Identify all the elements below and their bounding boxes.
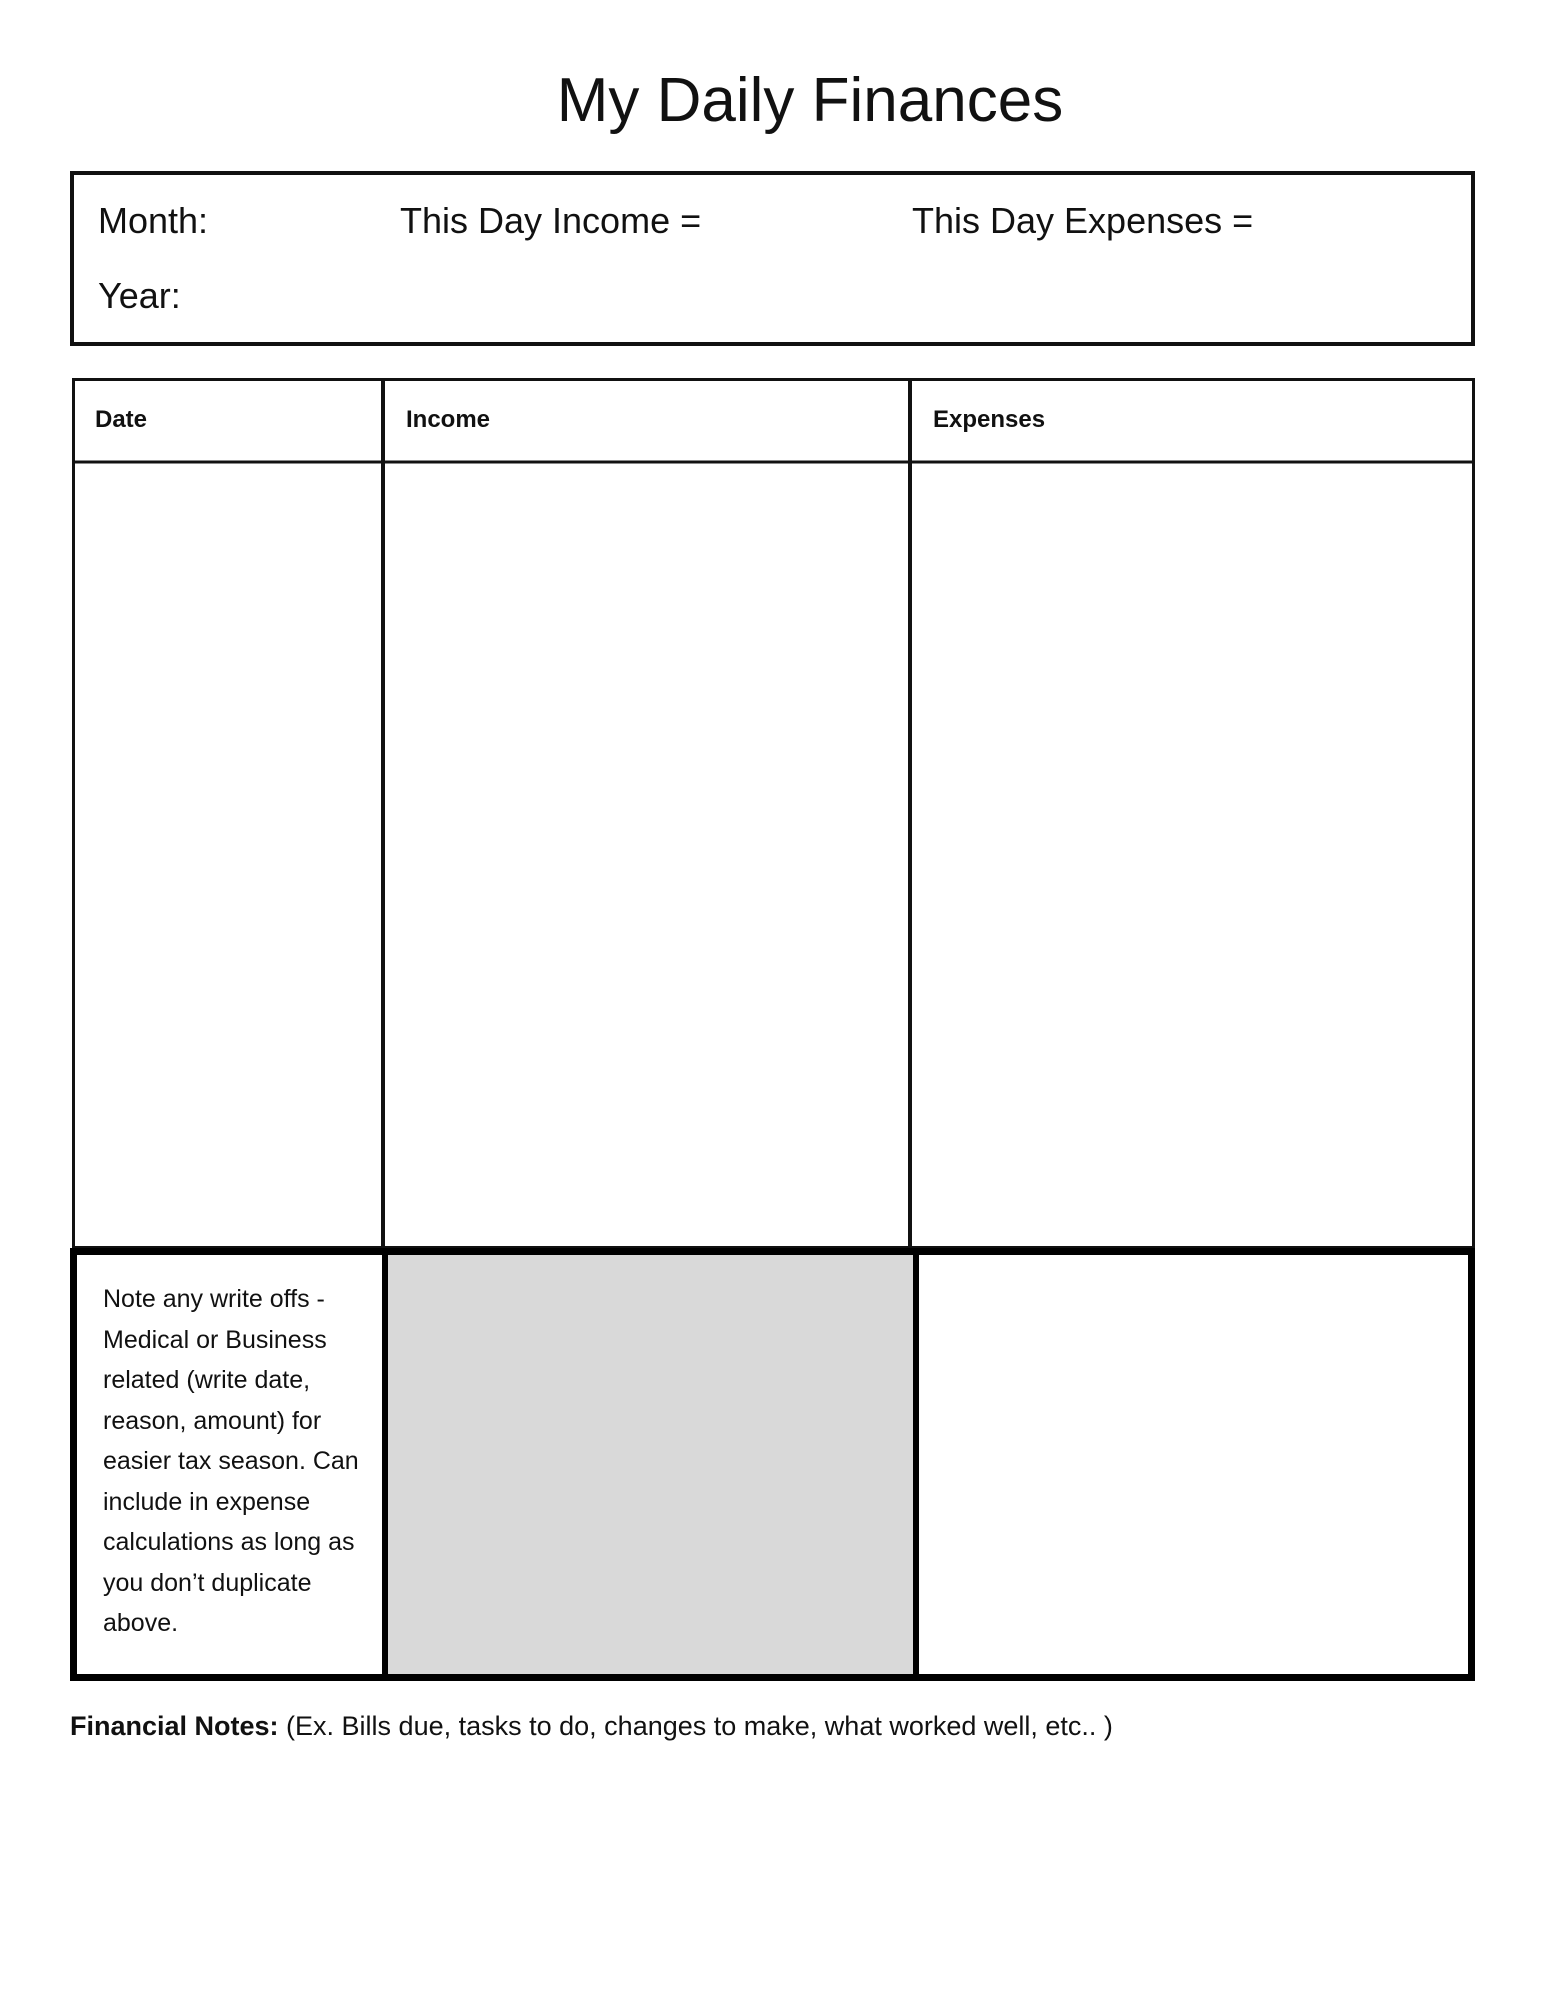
writeoff-line: related (write date,: [103, 1366, 311, 1394]
column-header-income: Income: [406, 406, 491, 433]
writeoff-line: reason, amount) for: [103, 1406, 322, 1435]
column-header-expenses: Expenses: [933, 406, 1046, 433]
financial-notes-area[interactable]: [70, 1760, 1475, 1960]
writeoff-instructions: [103, 1279, 373, 1644]
financial-notes-hint: (Ex. Bills due, tasks to do, changes to make, what worked well, etc.. ): [278, 1711, 1113, 1741]
writeoff-line: easier tax season. Can: [103, 1447, 359, 1475]
writeoffs-row: [70, 1248, 1475, 1681]
financial-notes-heading: [70, 1713, 1113, 1740]
writeoff-line: above.: [103, 1609, 179, 1637]
day-expenses-label: This Day Expenses =: [912, 200, 1254, 241]
shaded-income-cell: [388, 1255, 913, 1674]
writeoff-line: Medical or Business: [103, 1325, 327, 1354]
writeoffs-divider-left: [382, 1255, 388, 1674]
summary-header-box: [70, 171, 1475, 346]
date-entry-cell[interactable]: [76, 465, 381, 1246]
column-header-date: Date: [95, 406, 148, 433]
day-income-label: This Day Income =: [400, 200, 702, 241]
writeoff-line: Note any write offs -: [103, 1285, 325, 1313]
writeoff-expenses-cell[interactable]: [919, 1255, 1468, 1674]
writeoff-line: include in expense: [103, 1487, 311, 1516]
month-label: Month:: [98, 200, 209, 241]
income-entry-cell[interactable]: [386, 465, 908, 1246]
expenses-entry-cell[interactable]: [913, 465, 1473, 1246]
year-label: Year:: [98, 275, 181, 316]
daily-log-table: [72, 378, 1475, 1248]
writeoff-line: calculations as long as: [103, 1528, 355, 1556]
writeoff-line: you don’t duplicate: [103, 1568, 312, 1597]
financial-notes-label: Financial Notes:: [70, 1711, 279, 1741]
page-title: My Daily Finances: [556, 66, 1064, 135]
